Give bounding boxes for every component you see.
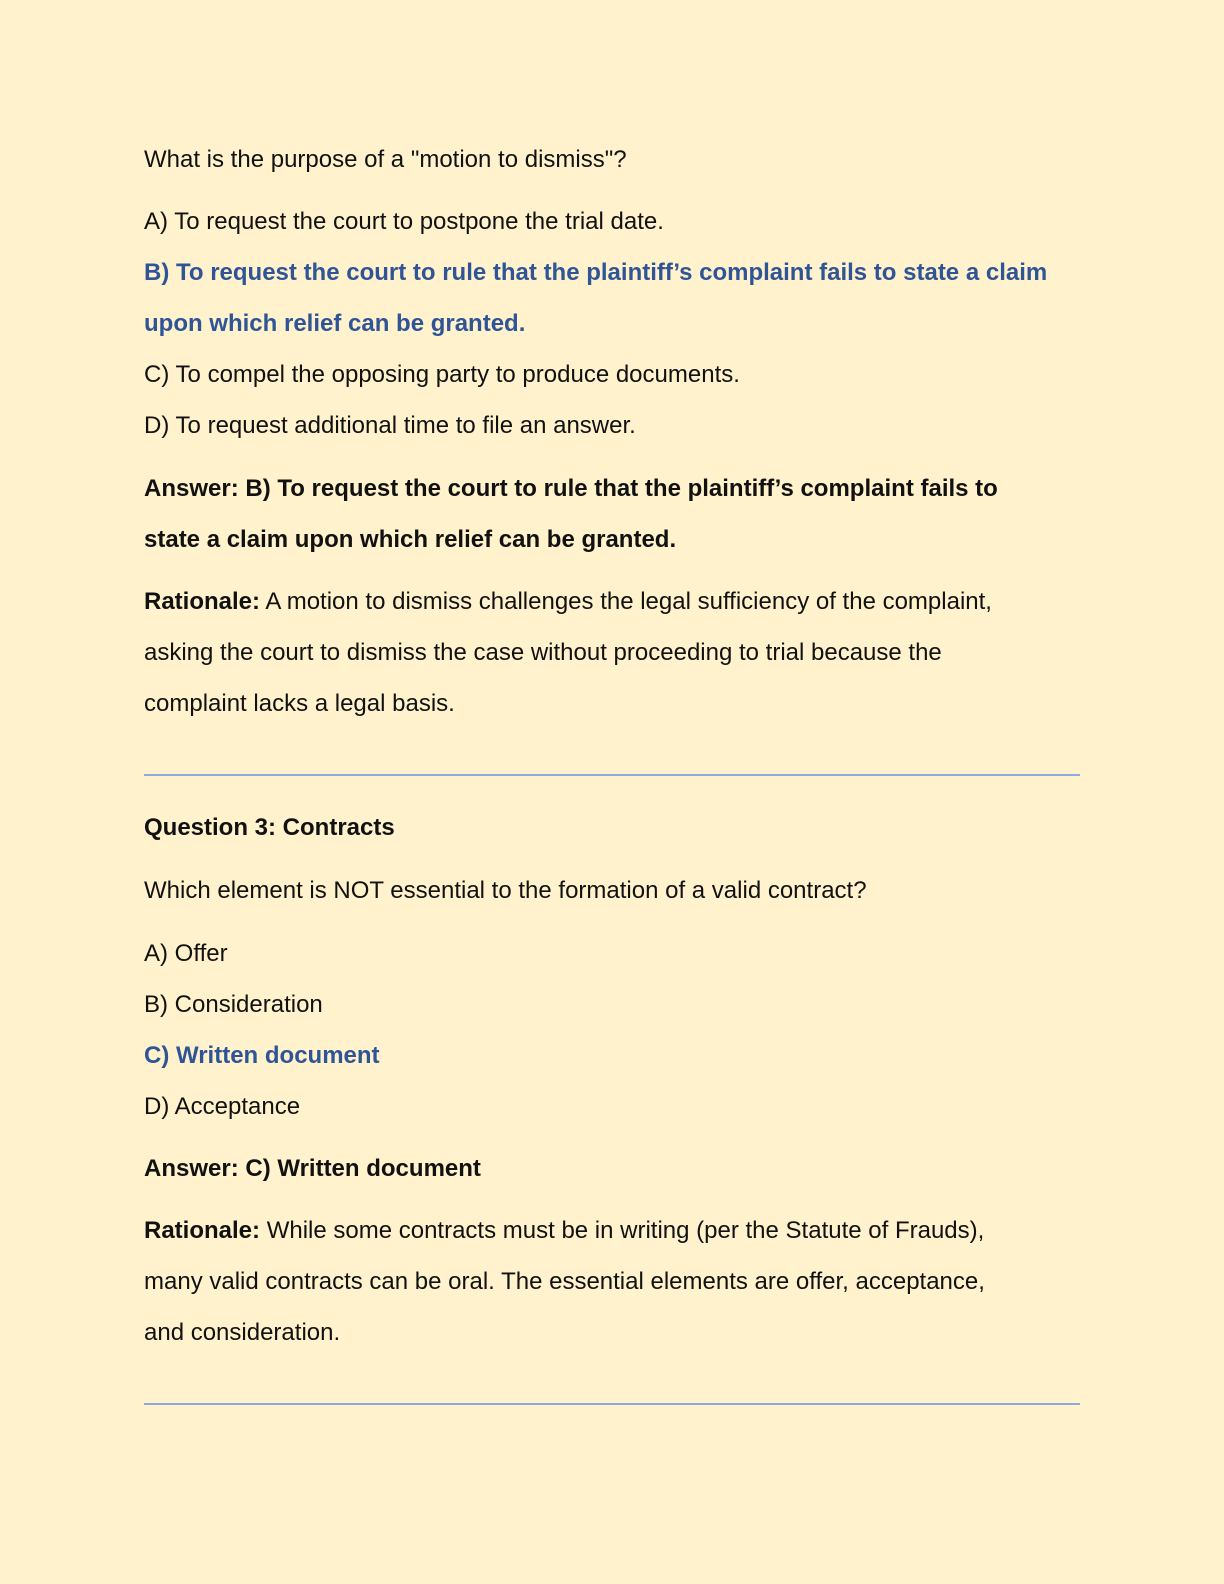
question-2-rationale-line-2: asking the court to dismiss the case without proceeding to trial because the (144, 639, 942, 666)
question-2-option-c: C) To compel the opposing party to produce documents. (144, 361, 740, 388)
question-3-rationale-line-3: and consideration. (144, 1319, 341, 1346)
rationale-label: Rationale: (144, 588, 261, 615)
question-3-rationale-line-2: many valid contracts can be oral. The essential elements are offer, acceptance, (144, 1268, 985, 1295)
question-2-option-d: D) To request additional time to file an answer. (144, 412, 636, 439)
question-3-answer: Answer: C) Written document (144, 1155, 481, 1182)
question-2-option-b-line-1: B) To request the court to rule that the plaintiff’s complaint fails to state a claim (144, 259, 1048, 286)
question-2-rationale-line-3: complaint lacks a legal basis. (144, 690, 455, 717)
section-divider (144, 1403, 1080, 1405)
rationale-text: A motion to dismiss challenges the legal sufficiency of the complaint, (265, 588, 992, 615)
question-2-option-a: A) To request the court to postpone the trial date. (144, 208, 664, 235)
rationale-text: While some contracts must be in writing (per the Statute of Frauds), (266, 1217, 985, 1244)
question-2-answer-line-1: Answer: B) To request the court to rule that the plaintiff’s complaint fails to (144, 475, 998, 502)
question-2-prompt: What is the purpose of a "motion to dismiss"? (144, 146, 627, 173)
question-3-option-d: D) Acceptance (144, 1093, 301, 1120)
question-3-option-b: B) Consideration (144, 991, 323, 1018)
question-3-heading: Question 3: Contracts (144, 814, 395, 841)
question-3-rationale-line-1 (144, 1215, 1080, 1247)
question-3-option-c: C) Written document (144, 1042, 380, 1069)
rationale-label: Rationale: (144, 1217, 261, 1244)
question-3-option-a: A) Offer (144, 940, 228, 967)
question-2-option-b-line-2: upon which relief can be granted. (144, 310, 526, 337)
question-2-answer-line-2: state a claim upon which relief can be granted. (144, 526, 677, 553)
question-3-prompt: Which element is NOT essential to the formation of a valid contract? (144, 877, 867, 904)
section-divider (144, 774, 1080, 776)
question-2-rationale-line-1 (144, 586, 1080, 618)
